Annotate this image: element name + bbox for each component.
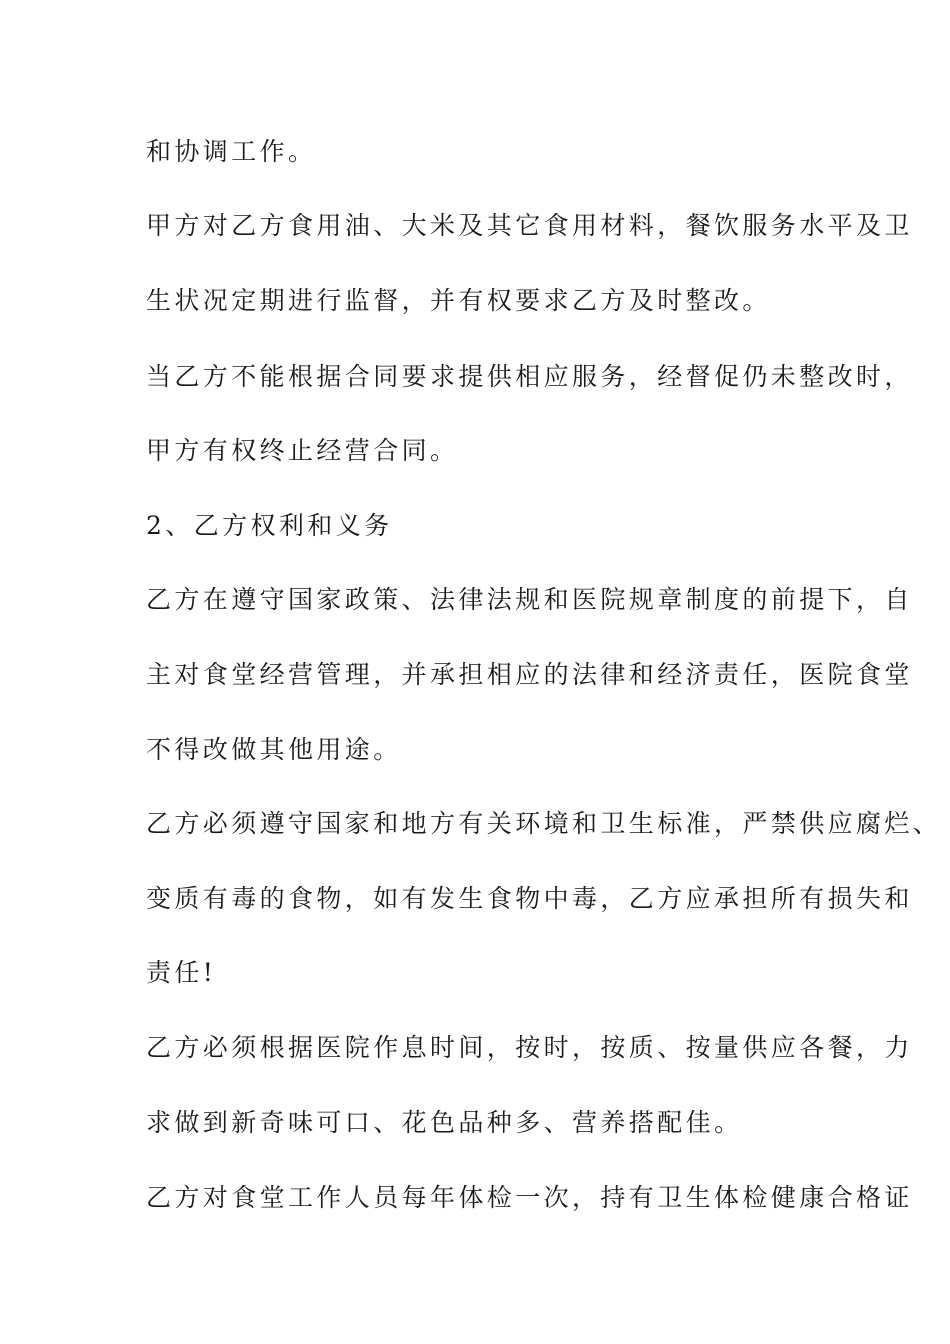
text-line: 变质有毒的食物，如有发生食物中毒，乙方应承担所有损失和	[146, 884, 913, 913]
text-line: 当乙方不能根据合同要求提供相应服务，经督促仍未整改时，	[146, 362, 913, 391]
text-line: 乙方对食堂工作人员每年体检一次，持有卫生体检健康合格证	[146, 1183, 913, 1212]
text-line: 甲方有权终止经营合同。	[146, 436, 459, 465]
section-heading: 2、乙方权利和义务	[146, 511, 393, 540]
text-line: 乙方在遵守国家政策、法律法规和医院规章制度的前提下，自	[146, 585, 913, 614]
text-line: 乙方必须根据医院作息时间，按时，按质、按量供应各餐，力	[146, 1033, 913, 1062]
text-line: 乙方必须遵守国家和地方有关环境和卫生标准，严禁供应腐烂、	[146, 809, 942, 838]
text-line: 和协调工作。	[146, 137, 317, 166]
text-line: 责任!	[146, 958, 217, 987]
text-line: 求做到新奇味可口、花色品种多、营养搭配佳。	[146, 1108, 743, 1137]
text-line: 主对食堂经营管理，并承担相应的法律和经济责任，医院食堂	[146, 660, 913, 689]
text-line: 甲方对乙方食用油、大米及其它食用材料，餐饮服务水平及卫	[146, 211, 913, 240]
text-line: 生状况定期进行监督，并有权要求乙方及时整改。	[146, 286, 771, 315]
text-line: 不得改做其他用途。	[146, 735, 402, 764]
